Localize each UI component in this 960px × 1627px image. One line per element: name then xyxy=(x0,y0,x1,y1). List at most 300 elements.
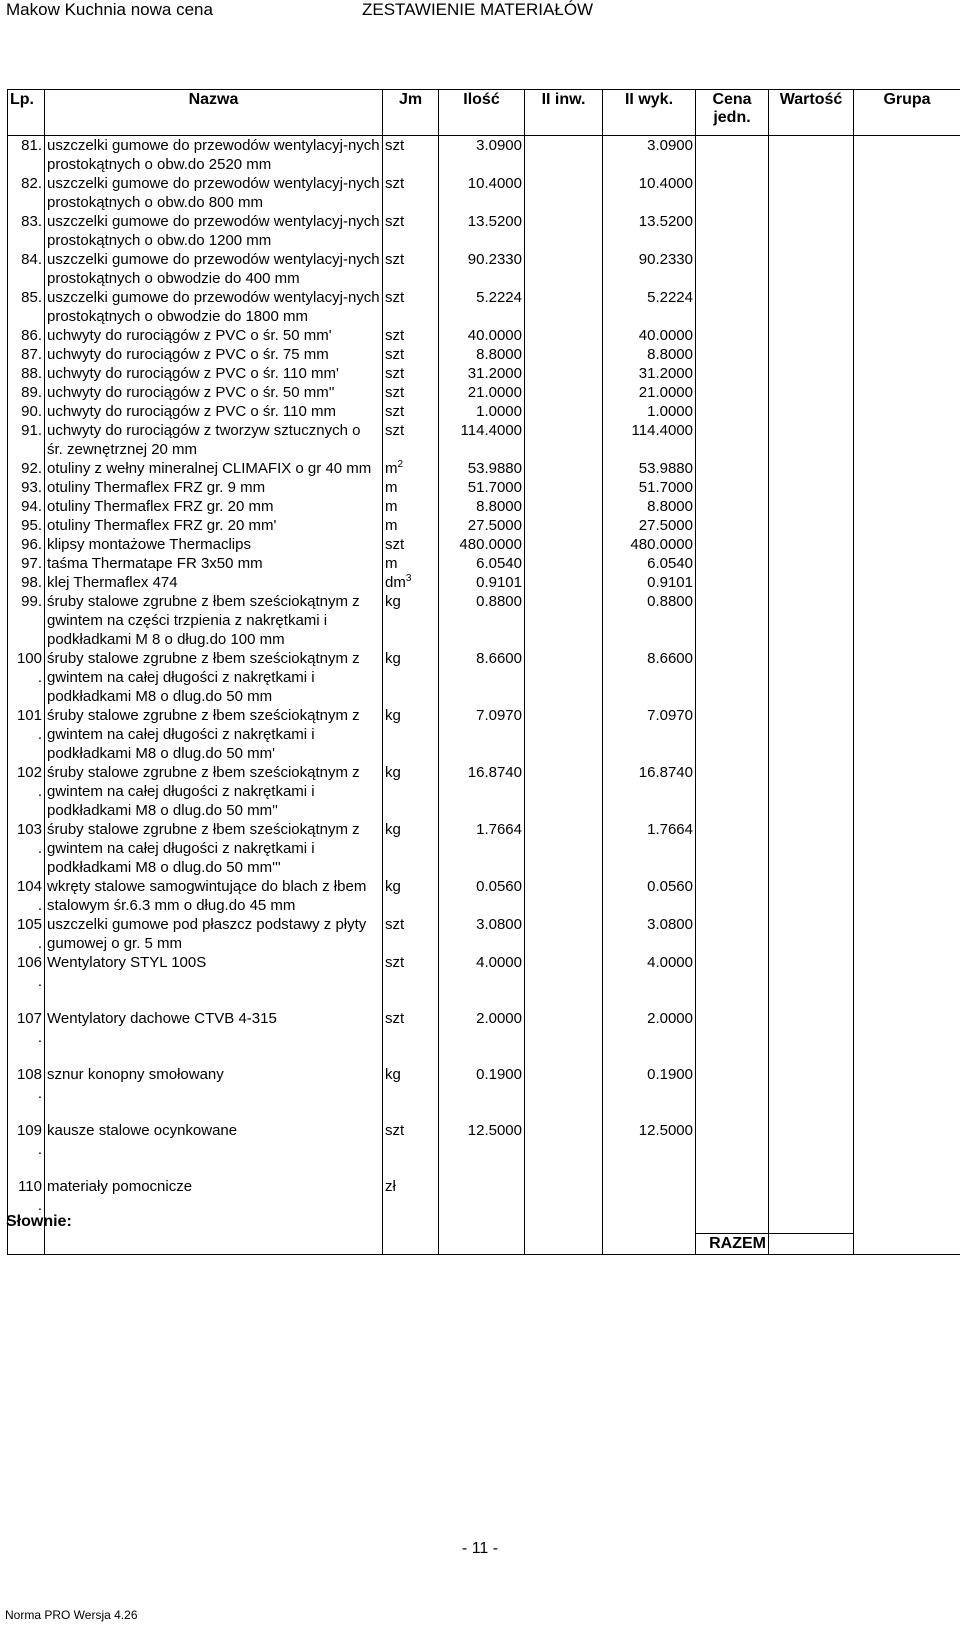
row-price xyxy=(696,554,769,573)
row-name xyxy=(45,1121,383,1177)
row-group xyxy=(854,250,960,288)
row-price xyxy=(696,364,769,383)
table-row xyxy=(8,1177,960,1233)
row-inv xyxy=(525,1065,603,1121)
row-qty xyxy=(439,706,525,763)
row-inv xyxy=(525,1177,603,1233)
row-name-text: uszczelki gumowe do przewodów wentylacyj-nych prostokątnych o obw.do 1200 mm xyxy=(47,213,380,249)
table-row xyxy=(8,516,960,535)
row-wyk xyxy=(603,915,696,953)
row-inv xyxy=(525,497,603,516)
row-lp-text: 103 . xyxy=(16,821,42,857)
row-wyk-text: 1.0000 xyxy=(647,403,693,420)
row-wyk xyxy=(603,1177,696,1233)
row-qty xyxy=(439,1121,525,1177)
row-name xyxy=(45,402,383,421)
row-wyk-text: 8.8000 xyxy=(647,498,693,515)
row-name-text: klipsy montażowe Thermaclips xyxy=(47,536,251,553)
row-price xyxy=(696,763,769,820)
row-jm xyxy=(383,402,439,421)
row-name-text: otuliny z wełny mineralnej CLIMAFIX o gr 40 mm xyxy=(47,460,372,477)
row-jm xyxy=(383,326,439,345)
row-inv xyxy=(525,535,603,554)
row-wyk xyxy=(603,212,696,250)
row-lp-text: 96. xyxy=(21,536,42,553)
table-row xyxy=(8,953,960,1009)
row-price xyxy=(696,250,769,288)
row-name-text: uchwyty do rurociągów z tworzyw sztucznych o śr. zewnętrznej 20 mm xyxy=(47,422,361,458)
row-inv xyxy=(525,706,603,763)
row-name xyxy=(45,326,383,345)
table-row xyxy=(8,250,960,288)
row-qty-text: 51.7000 xyxy=(467,479,522,496)
row-name xyxy=(45,763,383,820)
row-qty xyxy=(439,649,525,706)
row-value xyxy=(769,877,854,915)
row-qty-text: 0.1900 xyxy=(476,1066,522,1083)
row-qty-text: 3.0800 xyxy=(476,916,522,933)
row-jm xyxy=(383,421,439,459)
row-lp xyxy=(8,1065,45,1121)
row-qty xyxy=(439,212,525,250)
row-lp xyxy=(8,136,45,175)
row-name-text: uchwyty do rurociągów z PVC o śr. 110 mm xyxy=(47,403,336,420)
slownie-label: Słownie: xyxy=(6,1213,72,1230)
total-row-cell xyxy=(8,1233,45,1254)
row-inv xyxy=(525,326,603,345)
table-row xyxy=(8,915,960,953)
row-wyk xyxy=(603,877,696,915)
row-value xyxy=(769,1121,854,1177)
row-jm-text: szt xyxy=(385,916,405,933)
row-wyk xyxy=(603,497,696,516)
row-lp xyxy=(8,421,45,459)
row-qty xyxy=(439,459,525,478)
row-name xyxy=(45,250,383,288)
row-name-text: Wentylatory STYL 100S xyxy=(47,954,207,971)
table-row xyxy=(8,820,960,877)
row-jm xyxy=(383,383,439,402)
row-jm xyxy=(383,1177,439,1233)
row-name xyxy=(45,459,383,478)
row-value xyxy=(769,326,854,345)
row-group xyxy=(854,516,960,535)
row-lp-text: 87. xyxy=(21,346,42,363)
table-row xyxy=(8,649,960,706)
row-wyk-text: 51.7000 xyxy=(638,479,693,496)
row-wyk xyxy=(603,421,696,459)
row-value xyxy=(769,915,854,953)
row-lp xyxy=(8,326,45,345)
row-group xyxy=(854,364,960,383)
row-group xyxy=(854,1009,960,1065)
row-value xyxy=(769,459,854,478)
row-price xyxy=(696,1121,769,1177)
row-name xyxy=(45,820,383,877)
row-jm xyxy=(383,706,439,763)
row-inv xyxy=(525,136,603,175)
software-footer: Norma PRO Wersja 4.26 xyxy=(5,1608,138,1622)
row-name xyxy=(45,136,383,175)
row-inv xyxy=(525,554,603,573)
row-lp xyxy=(8,250,45,288)
row-lp-text: 100 . xyxy=(16,650,42,686)
row-qty-text: 8.8000 xyxy=(476,346,522,363)
row-inv xyxy=(525,915,603,953)
row-lp-text: 101 . xyxy=(16,707,42,743)
row-inv xyxy=(525,573,603,592)
row-inv xyxy=(525,288,603,326)
row-wyk-text: 90.2330 xyxy=(638,251,693,268)
row-group xyxy=(854,326,960,345)
row-jm-text: dm xyxy=(385,574,406,591)
row-jm xyxy=(383,535,439,554)
row-jm xyxy=(383,953,439,1009)
row-jm-text: szt xyxy=(385,175,405,192)
row-group xyxy=(854,212,960,250)
row-inv xyxy=(525,1009,603,1065)
total-row-cell xyxy=(603,1233,696,1254)
row-price xyxy=(696,421,769,459)
row-qty-text: 4.0000 xyxy=(476,954,522,971)
row-group xyxy=(854,535,960,554)
row-wyk-text: 0.0560 xyxy=(647,878,693,895)
row-wyk-text: 13.5200 xyxy=(638,213,693,230)
row-wyk-text: 0.9101 xyxy=(647,574,693,591)
row-value xyxy=(769,1177,854,1233)
row-lp xyxy=(8,345,45,364)
row-qty xyxy=(439,573,525,592)
row-wyk xyxy=(603,402,696,421)
row-wyk-text: 12.5000 xyxy=(638,1122,693,1139)
table-row xyxy=(8,877,960,915)
project-name: Makow Kuchnia nowa cena xyxy=(6,0,213,19)
row-wyk xyxy=(603,516,696,535)
row-wyk xyxy=(603,345,696,364)
row-wyk xyxy=(603,364,696,383)
table-row xyxy=(8,592,960,649)
row-name-text: uszczelki gumowe do przewodów wentylacyj-nych prostokątnych o obw.do 800 mm xyxy=(47,175,380,211)
row-jm-text: szt xyxy=(385,422,405,439)
row-qty-text: 13.5200 xyxy=(467,213,522,230)
row-inv xyxy=(525,212,603,250)
row-group xyxy=(854,136,960,175)
row-jm xyxy=(383,288,439,326)
row-name-text: śruby stalowe zgrubne z łbem sześciokątnym z gwintem na całej długości z nakrętkami i podkładkami M8 o dlug.do 50 mm xyxy=(47,650,360,705)
row-qty xyxy=(439,820,525,877)
row-inv xyxy=(525,174,603,212)
row-name-text: śruby stalowe zgrubne z łbem sześciokątnym z gwintem na całej długości z nakrętkami i podkładkami M8 o dlug.do 50 mm''' xyxy=(47,821,360,876)
row-jm xyxy=(383,136,439,175)
row-jm xyxy=(383,763,439,820)
table-row xyxy=(8,573,960,592)
row-inv xyxy=(525,421,603,459)
row-jm-text: szt xyxy=(385,384,405,401)
row-wyk xyxy=(603,763,696,820)
row-jm-text: m xyxy=(385,517,398,534)
row-wyk xyxy=(603,383,696,402)
row-inv xyxy=(525,364,603,383)
row-qty xyxy=(439,478,525,497)
row-price xyxy=(696,402,769,421)
row-value xyxy=(769,136,854,175)
row-group xyxy=(854,953,960,1009)
row-jm-text: szt xyxy=(385,1122,405,1139)
row-inv xyxy=(525,345,603,364)
row-wyk xyxy=(603,554,696,573)
row-name xyxy=(45,554,383,573)
table-row xyxy=(8,1121,960,1177)
row-group xyxy=(854,383,960,402)
row-value xyxy=(769,421,854,459)
row-inv xyxy=(525,649,603,706)
row-qty xyxy=(439,1065,525,1121)
row-qty xyxy=(439,554,525,573)
row-qty xyxy=(439,345,525,364)
row-name-text: kausze stalowe ocynkowane xyxy=(47,1122,238,1139)
row-value xyxy=(769,345,854,364)
row-lp-text: 95. xyxy=(21,517,42,534)
col-group: Grupa xyxy=(854,90,960,136)
row-qty xyxy=(439,1009,525,1065)
table-row xyxy=(8,421,960,459)
row-jm-text: zł xyxy=(385,1178,396,1195)
row-price xyxy=(696,288,769,326)
total-row-cell xyxy=(45,1233,383,1254)
table-row xyxy=(8,478,960,497)
row-value xyxy=(769,1009,854,1065)
row-group xyxy=(854,554,960,573)
row-price xyxy=(696,1065,769,1121)
row-wyk-text: 1.7664 xyxy=(647,821,693,838)
row-name xyxy=(45,915,383,953)
row-jm-text: szt xyxy=(385,365,405,382)
row-qty-text: 8.8000 xyxy=(476,498,522,515)
row-group xyxy=(854,763,960,820)
row-qty-text: 7.0970 xyxy=(476,707,522,724)
row-wyk-text: 5.2224 xyxy=(647,289,693,306)
row-name xyxy=(45,421,383,459)
row-lp xyxy=(8,364,45,383)
row-wyk-text: 7.0970 xyxy=(647,707,693,724)
row-lp-text: 105 . xyxy=(16,916,42,952)
row-value xyxy=(769,535,854,554)
row-wyk-text: 3.0900 xyxy=(647,137,693,154)
row-name-text: śruby stalowe zgrubne z łbem sześciokątnym z gwintem na części trzpienia z nakrętkami i podkładkami M 8 o dług.do 100 mm xyxy=(47,593,360,648)
col-jm: Jm xyxy=(383,90,439,136)
row-group xyxy=(854,174,960,212)
row-price xyxy=(696,649,769,706)
row-wyk xyxy=(603,478,696,497)
materials-table xyxy=(7,89,960,1255)
row-qty xyxy=(439,592,525,649)
row-price xyxy=(696,516,769,535)
row-inv xyxy=(525,383,603,402)
total-label: RAZEM xyxy=(696,1233,769,1254)
row-lp xyxy=(8,820,45,877)
row-inv xyxy=(525,877,603,915)
row-jm-text: kg xyxy=(385,1066,401,1083)
row-name-text: uchwyty do rurociągów z PVC o śr. 110 mm' xyxy=(47,365,339,382)
row-group xyxy=(854,402,960,421)
row-lp xyxy=(8,1121,45,1177)
row-jm-text: szt xyxy=(385,251,405,268)
row-jm xyxy=(383,1009,439,1065)
row-lp-text: 90. xyxy=(21,403,42,420)
row-name-text: uszczelki gumowe pod płaszcz podstawy z płyty gumowej o gr. 5 mm xyxy=(47,916,367,952)
row-value xyxy=(769,706,854,763)
row-price xyxy=(696,383,769,402)
row-name-text: uchwyty do rurociągów z PVC o śr. 50 mm' xyxy=(47,327,332,344)
row-name-text: uszczelki gumowe do przewodów wentylacyj-nych prostokątnych o obwodzie do 400 mm xyxy=(47,251,380,287)
row-wyk xyxy=(603,953,696,1009)
row-group xyxy=(854,459,960,478)
row-lp-text: 98. xyxy=(21,574,42,591)
row-value xyxy=(769,763,854,820)
row-value xyxy=(769,383,854,402)
row-wyk xyxy=(603,1121,696,1177)
row-lp xyxy=(8,592,45,649)
row-name-text: śruby stalowe zgrubne z łbem sześciokątnym z gwintem na całej długości z nakrętkami i podkładkami M8 o dlug.do 50 mm'' xyxy=(47,764,360,819)
row-lp-text: 94. xyxy=(21,498,42,515)
row-wyk xyxy=(603,459,696,478)
row-price xyxy=(696,345,769,364)
row-value xyxy=(769,820,854,877)
row-jm xyxy=(383,877,439,915)
row-jm-text: szt xyxy=(385,1010,405,1027)
row-price xyxy=(696,1177,769,1233)
row-name-text: taśma Thermatape FR 3x50 mm xyxy=(47,555,263,572)
row-jm-text: kg xyxy=(385,650,401,667)
row-wyk-text: 8.6600 xyxy=(647,650,693,667)
row-name xyxy=(45,953,383,1009)
row-jm-text: kg xyxy=(385,821,401,838)
total-value xyxy=(769,1233,854,1254)
row-price xyxy=(696,706,769,763)
row-lp-text: 88. xyxy=(21,365,42,382)
row-qty xyxy=(439,326,525,345)
row-qty xyxy=(439,421,525,459)
row-inv xyxy=(525,763,603,820)
row-wyk xyxy=(603,1009,696,1065)
table-row xyxy=(8,554,960,573)
row-name-text: otuliny Thermaflex FRZ gr. 9 mm xyxy=(47,479,266,496)
row-group xyxy=(854,1065,960,1121)
row-lp-text: 99. xyxy=(21,593,42,610)
table-row xyxy=(8,345,960,364)
row-inv xyxy=(525,820,603,877)
row-name xyxy=(45,383,383,402)
row-name xyxy=(45,364,383,383)
table-row xyxy=(8,1065,960,1121)
row-lp xyxy=(8,915,45,953)
row-jm-text: szt xyxy=(385,954,405,971)
col-price: Cena jedn. xyxy=(696,90,769,136)
row-qty-text: 6.0540 xyxy=(476,555,522,572)
table-row xyxy=(8,174,960,212)
row-jm-text: kg xyxy=(385,707,401,724)
table-row xyxy=(8,763,960,820)
row-wyk-text: 0.1900 xyxy=(647,1066,693,1083)
table-row xyxy=(8,497,960,516)
row-lp xyxy=(8,573,45,592)
row-lp xyxy=(8,497,45,516)
row-name xyxy=(45,516,383,535)
row-jm-text: szt xyxy=(385,213,405,230)
row-wyk xyxy=(603,706,696,763)
row-lp xyxy=(8,535,45,554)
table-row xyxy=(8,1009,960,1065)
row-qty-text: 53.9880 xyxy=(467,460,522,477)
row-jm-text: kg xyxy=(385,878,401,895)
row-jm xyxy=(383,649,439,706)
total-row xyxy=(8,1233,960,1254)
table-row xyxy=(8,364,960,383)
row-lp xyxy=(8,706,45,763)
row-inv xyxy=(525,478,603,497)
row-inv xyxy=(525,250,603,288)
row-price xyxy=(696,478,769,497)
row-value xyxy=(769,953,854,1009)
row-lp xyxy=(8,877,45,915)
row-jm xyxy=(383,174,439,212)
row-qty xyxy=(439,953,525,1009)
row-qty xyxy=(439,516,525,535)
row-lp-text: 102 . xyxy=(16,764,42,800)
row-jm-text: m xyxy=(385,460,398,477)
row-lp-text: 83. xyxy=(21,213,42,230)
row-qty-text: 1.0000 xyxy=(476,403,522,420)
row-qty-text: 5.2224 xyxy=(476,289,522,306)
row-wyk-text: 16.8740 xyxy=(638,764,693,781)
row-name xyxy=(45,1009,383,1065)
row-qty xyxy=(439,1177,525,1233)
row-jm-text: m xyxy=(385,479,398,496)
row-name xyxy=(45,1065,383,1121)
col-inv: II inw. xyxy=(525,90,603,136)
row-wyk xyxy=(603,250,696,288)
row-wyk xyxy=(603,573,696,592)
row-lp xyxy=(8,402,45,421)
row-wyk xyxy=(603,326,696,345)
row-inv xyxy=(525,1121,603,1177)
row-lp xyxy=(8,478,45,497)
row-wyk xyxy=(603,535,696,554)
row-qty xyxy=(439,174,525,212)
col-qty: Ilość xyxy=(439,90,525,136)
row-lp-text: 108 . xyxy=(16,1066,42,1102)
table-row xyxy=(8,383,960,402)
row-jm xyxy=(383,250,439,288)
row-inv xyxy=(525,402,603,421)
row-lp xyxy=(8,212,45,250)
row-qty xyxy=(439,402,525,421)
table-row xyxy=(8,288,960,326)
table-row xyxy=(8,459,960,478)
col-lp: Lp. xyxy=(8,90,45,136)
row-value xyxy=(769,592,854,649)
row-wyk-text: 21.0000 xyxy=(638,384,693,401)
row-name-text: uszczelki gumowe do przewodów wentylacyj-nych prostokątnych o obwodzie do 1800 mm xyxy=(47,289,380,325)
total-row-cell xyxy=(854,1233,960,1254)
row-qty xyxy=(439,364,525,383)
row-wyk xyxy=(603,174,696,212)
row-price xyxy=(696,497,769,516)
row-name-text: sznur konopny smołowany xyxy=(47,1066,224,1083)
row-lp-text: 97. xyxy=(21,555,42,572)
row-wyk xyxy=(603,136,696,175)
row-inv xyxy=(525,953,603,1009)
